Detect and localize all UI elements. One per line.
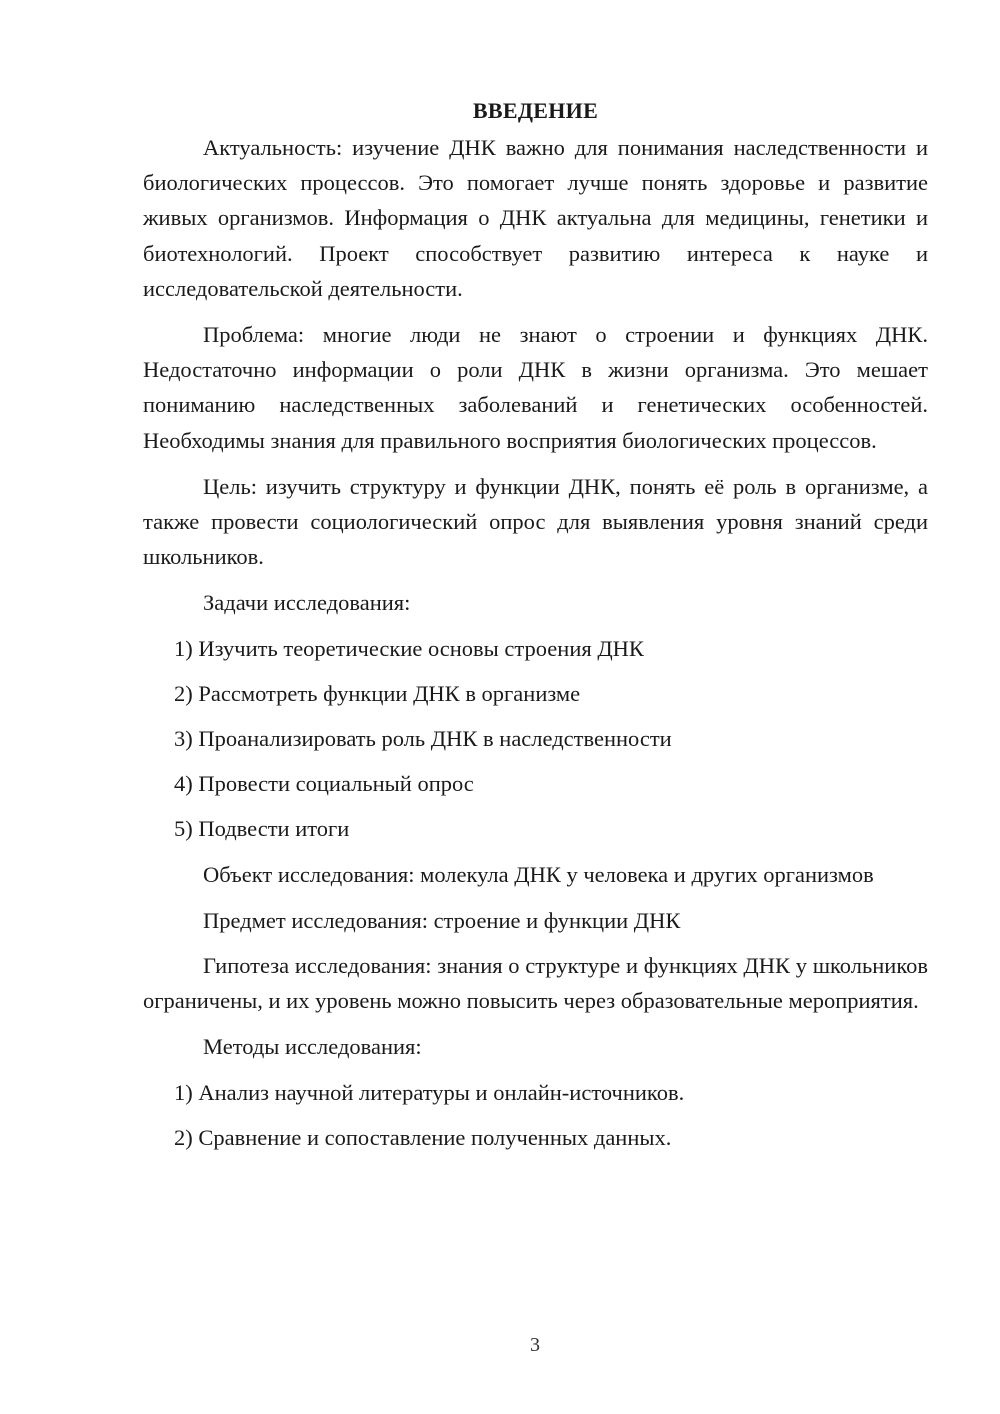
- object-paragraph: Объект исследования: молекула ДНК у человека и других организмов: [203, 861, 874, 887]
- relevance-paragraph: Актуальность: изучение ДНК важно для понимания наследственности и биологических процессов. Это помогает лучше понять здоровье и развитие живых организмов. Информация о ДНК актуальна для медицины, генетики и биотехнологий. Проект способствует развитию интереса к науке и исследовательской деятельности.: [143, 135, 928, 301]
- tasks-heading: Задачи исследования:: [203, 590, 411, 616]
- tasks-list: [143, 631, 928, 847]
- methods-heading: Методы исследования:: [203, 1034, 422, 1060]
- list-item: 4) Провести социальный опрос: [174, 771, 474, 797]
- goal-paragraph: Цель: изучить структуру и функции ДНК, понять её роль в организме, а также провести социологический опрос для выявления уровня знаний среди школьников.: [143, 473, 928, 570]
- page-number: 3: [530, 1334, 540, 1356]
- methods-list: [143, 1075, 928, 1155]
- list-item: 2) Сравнение и сопоставление полученных данных.: [174, 1124, 672, 1150]
- list-item: 5) Подвести итоги: [174, 816, 350, 842]
- section-title: ВВЕДЕНИЕ: [472, 98, 599, 123]
- subject-paragraph: Предмет исследования: строение и функции ДНК: [203, 907, 681, 933]
- list-item: 1) Анализ научной литературы и онлайн-источников.: [174, 1079, 685, 1105]
- problem-paragraph: Проблема: многие люди не знают о строении и функциях ДНК. Недостаточно информации о роли ДНК в жизни организма. Это мешает пониманию наследственных заболеваний и генетических особенностей. Необходимы знания для правильного восприятия биологических процессов.: [143, 322, 928, 453]
- list-item: 1) Изучить теоретические основы строения ДНК: [174, 635, 644, 661]
- document-page: [143, 96, 928, 1165]
- list-item: 2) Рассмотреть функции ДНК в организме: [174, 680, 581, 706]
- hypothesis-paragraph: Гипотеза исследования: знания о структуре и функциях ДНК у школьников ограничены, и их уровень можно повысить через образовательные мероприятия.: [143, 953, 928, 1014]
- list-item: 3) Проанализировать роль ДНК в наследственности: [174, 726, 672, 752]
